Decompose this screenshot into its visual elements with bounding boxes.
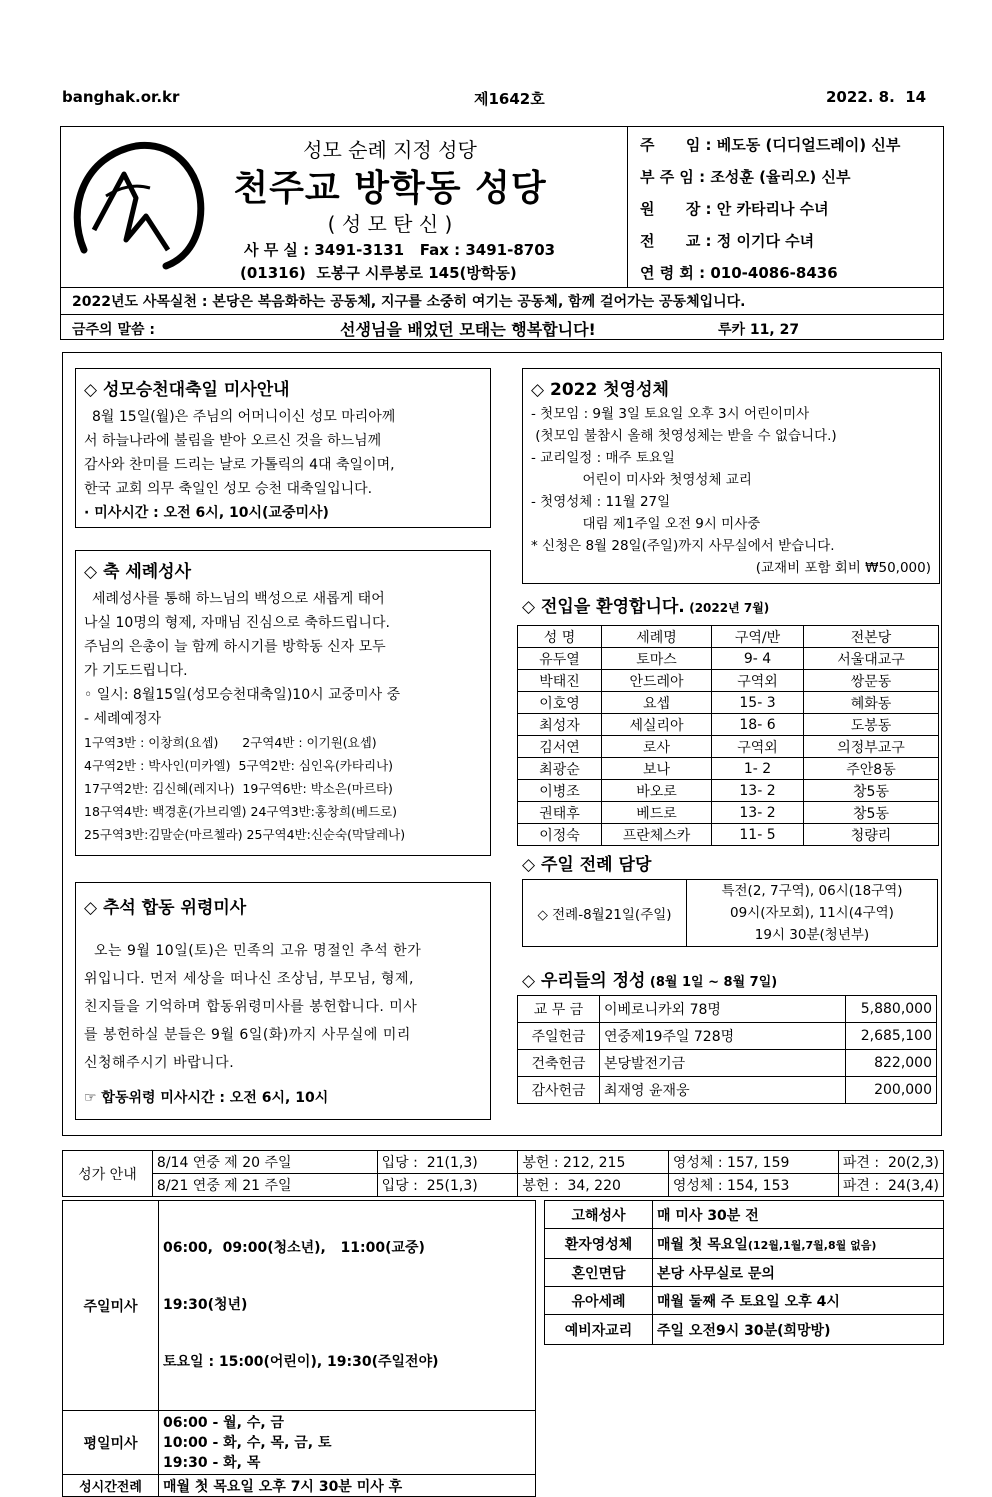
adoration-label: 성시간전례 xyxy=(63,1475,159,1497)
staff-row: 원 장 : 안 카타리나 수녀 xyxy=(640,200,829,218)
adoration-time: 매월 첫 목요일 오후 7시 30분 미사 후 xyxy=(159,1475,536,1497)
welcome-row: 이정숙 프란체스카 11- 5 청량리 xyxy=(518,824,939,846)
baptism-text-line: 세례성사를 통해 하느님의 백성으로 새롭게 태어 xyxy=(92,591,385,607)
assumption-text-line: 8월 15일(월)은 주님의 어머니이신 성모 마리아께 xyxy=(92,409,396,425)
communion-line: 대림 제1주일 오전 9시 미사중 xyxy=(531,516,761,532)
assumption-text-line: 서 하늘나라에 불림을 받아 오르신 것을 하느님께 xyxy=(84,433,382,449)
sunday-mass-label: 주일미사 xyxy=(63,1201,159,1411)
offering-row: 주일헌금 연중제19주일 728명 2,685,100 xyxy=(518,1023,937,1050)
baptism-candidate: 4구역2반 : 박사인(미카엘) 5구역2반: 심인옥(카타리나) xyxy=(84,758,394,773)
mass-schedule-table xyxy=(62,1200,536,1497)
communion-line: * 신청은 8월 28일(주일)까지 사무실에서 받습니다. xyxy=(531,538,835,554)
staff-row: 연 령 회 : 010-4086-8436 xyxy=(640,264,838,282)
communion-line: - 첫영성체 : 11월 27일 xyxy=(531,494,671,510)
chuseok-box xyxy=(75,882,491,1120)
assumption-box xyxy=(75,368,491,528)
communion-line: (첫모임 불참시 올해 첫영성체는 받을 수 없습니다.) xyxy=(531,428,837,444)
parish-title: 천주교 방학동 성당 xyxy=(233,168,547,209)
baptism-candidate: 18구역4반: 백경훈(가브리엘) 24구역3반:홍창희(베드로) xyxy=(84,804,398,819)
assumption-text-line: 감사와 찬미를 드리는 날로 가톨릭의 4대 축일이며, xyxy=(84,457,395,473)
welcome-header: 구역/반 xyxy=(712,626,804,648)
songs-row: 성가 안내 8/14 연중 제 20 주일 입당 : 21(1,3) 봉헌 : 212, 215 영성체 : 157, 159 파견 : 20(2,3) xyxy=(63,1151,944,1174)
liturgy-assignments: 특전(2, 7구역), 06시(18구역) 09시(자모회), 11시(4구역) 19시 30분(청년부) xyxy=(687,880,938,947)
chuseok-text-line: 친지들을 기억하며 합동위령미사를 봉헌합니다. 미사 xyxy=(84,999,418,1015)
baptism-text-line: 나실 10명의 형제, 자매님 진심으로 축하드립니다. xyxy=(84,615,390,631)
offering-title: ◇ 우리들의 정성 xyxy=(522,971,646,991)
communion-line: 어린이 미사와 첫영성체 교리 xyxy=(531,472,752,488)
offering-row: 감사헌금 최재영 윤재웅 200,000 xyxy=(518,1077,937,1104)
office-address: (01316) 도봉구 시루봉로 145(방학동) xyxy=(240,264,517,282)
liturgy-label: ◇ 전례-8월21일(주일) xyxy=(523,880,687,947)
baptism-list-label: - 세례예정자 xyxy=(84,711,162,727)
word-label: 금주의 말씀 : xyxy=(72,322,155,338)
staff-list xyxy=(640,134,940,294)
communion-line: - 교리일정 : 매주 토요일 xyxy=(531,450,675,466)
sacrament-row: 환자영성체 매월 첫 목요일(12월,1월,7월,8월 없음) xyxy=(545,1229,944,1259)
assumption-text-line: 한국 교회 의무 축일인 성모 승천 대축일입니다. xyxy=(84,481,373,497)
issue-number: 제1642호 xyxy=(474,90,545,108)
welcome-row: 최성자 세실리아 18- 6 도봉동 xyxy=(518,714,939,736)
chuseok-text-line: 신청해주시기 바랍니다. xyxy=(84,1055,235,1071)
welcome-row: 이호영 요셉 15- 3 혜화동 xyxy=(518,692,939,714)
welcome-row: 권태후 베드로 13- 2 창5동 xyxy=(518,802,939,824)
sacrament-row: 유아세례 매월 둘째 주 토요일 오후 4시 xyxy=(545,1287,944,1315)
baptism-text-line: 가 기도드립니다. xyxy=(84,663,188,679)
baptism-text-line: 주님의 은총이 늘 함께 하시기를 방학동 신자 모두 xyxy=(84,639,386,655)
chuseok-mass-time: ☞ 합동위령 미사시간 : 오전 6시, 10시 xyxy=(84,1090,329,1106)
issue-date: 2022. 8. 14 xyxy=(826,88,927,106)
songs-label: 성가 안내 xyxy=(63,1151,153,1197)
welcome-row: 유두열 토마스 9- 4 서울대교구 xyxy=(518,648,939,670)
sacrament-table xyxy=(544,1200,944,1345)
welcome-header: 세례명 xyxy=(602,626,712,648)
staff-row: 부 주 임 : 조성훈 (율리오) 신부 xyxy=(640,168,851,186)
welcome-table xyxy=(517,625,939,846)
offering-heading xyxy=(522,966,777,991)
liturgy-title: ◇ 주일 전례 담당 xyxy=(522,855,652,875)
baptism-candidate: 1구역3반 : 이창희(요셉) 2구역4반 : 이기원(요셉) xyxy=(84,735,377,750)
communion-fee: (교재비 포함 회비 ₩50,000) xyxy=(755,560,931,576)
baptism-candidate: 25구역3반:김말순(마르첼라) 25구역4반:신순숙(막달레나) xyxy=(84,827,406,842)
staff-row: 주 임 : 베도동 (디디얼드레이) 신부 xyxy=(640,136,901,154)
parish-patron: ( 성 모 탄 신 ) xyxy=(327,212,453,236)
communion-line: - 첫모임 : 9월 3일 토요일 오후 3시 어린이미사 xyxy=(531,406,810,422)
songs-row: 8/21 연중 제 21 주일 입당 : 25(1,3) 봉헌 : 34, 220 영성체 : 154, 153 파견 : 24(3,4) xyxy=(63,1174,944,1197)
parish-logo-icon xyxy=(66,138,210,270)
sacrament-row: 예비자교리 주일 오전9시 30분(희망방) xyxy=(545,1315,944,1345)
welcome-title: ◇ 전입을 환영합니다. xyxy=(522,597,685,617)
welcome-subtitle: (2022년 7월) xyxy=(689,601,770,615)
communion-title: ◇ 2022 첫영성체 xyxy=(531,380,669,400)
assumption-title: ◇ 성모승천대축일 미사안내 xyxy=(84,380,290,400)
baptism-candidate: 17구역2반: 김신혜(레지나) 19구역6반: 박소은(마르타) xyxy=(84,781,393,796)
welcome-row: 김서연 로사 구역외 의정부교구 xyxy=(518,736,939,758)
welcome-row: 박태진 안드레아 구역외 쌍문동 xyxy=(518,670,939,692)
sunday-mass-times: 06:00, 09:00(청소년), 11:00(교중) 19:30(청년) 토요일 : 15:00(어린이), 19:30(주일전야) xyxy=(159,1201,536,1411)
baptism-box xyxy=(75,550,491,856)
welcome-header: 성 명 xyxy=(518,626,602,648)
assumption-mass-time: · 미사시간 : 오전 6시, 10시(교중미사) xyxy=(84,505,329,521)
chuseok-title: ◇ 추석 합동 위령미사 xyxy=(84,898,247,918)
offering-table xyxy=(517,995,937,1104)
welcome-row: 이병조 바오로 13- 2 창5동 xyxy=(518,780,939,802)
liturgy-table xyxy=(522,879,938,947)
welcome-row: 최광순 보나 1- 2 주안8동 xyxy=(518,758,939,780)
baptism-when: ◦ 일시: 8월15일(성모승천대축일)10시 교중미사 중 xyxy=(84,687,401,703)
pastoral-motto: 2022년도 사목실천 : 본당은 복음화하는 공동체, 지구를 소중히 여기는 공동체, 함께 걸어가는 공동체입니다. xyxy=(72,294,746,310)
welcome-heading xyxy=(522,592,769,617)
site-url[interactable]: banghak.or.kr xyxy=(62,88,180,106)
baptism-title: ◇ 축 세례성사 xyxy=(84,562,192,582)
chuseok-text-line: 위입니다. 먼저 세상을 떠나신 조상님, 부모님, 형제, xyxy=(84,971,414,987)
weekday-mass-label: 평일미사 xyxy=(63,1411,159,1475)
word-reference: 루카 11, 27 xyxy=(718,322,800,338)
office-phone: 사 무 실 : 3491-3131 Fax : 3491-8703 xyxy=(244,241,556,259)
welcome-header: 전본당 xyxy=(804,626,939,648)
sacrament-row: 혼인면담 본당 사무실로 문의 xyxy=(545,1259,944,1287)
parish-subtitle: 성모 순례 지정 성당 xyxy=(303,138,477,162)
sacrament-row: 고해성사 매 미사 30분 전 xyxy=(545,1201,944,1229)
offering-row: 교 무 금 이베로니카외 78명 5,880,000 xyxy=(518,996,937,1023)
songs-table xyxy=(62,1150,944,1197)
offering-row: 건축헌금 본당발전기금 822,000 xyxy=(518,1050,937,1077)
staff-row: 전 교 : 정 이기다 수녀 xyxy=(640,232,815,250)
weekday-mass-times: 06:00 - 월, 수, 금 10:00 - 화, 수, 목, 금, 토 19:30 - 화, 목 xyxy=(159,1411,536,1475)
chuseok-text-line: 오는 9월 10일(토)은 민족의 고유 명절인 추석 한가 xyxy=(94,943,422,959)
chuseok-text-line: 를 봉헌하실 분들은 9월 6일(화)까지 사무실에 미리 xyxy=(84,1027,411,1043)
communion-box xyxy=(522,368,940,584)
word-text: 선생님을 배었던 모태는 행복합니다! xyxy=(340,320,596,339)
offering-subtitle: (8월 1일 ~ 8월 7일) xyxy=(649,975,778,990)
